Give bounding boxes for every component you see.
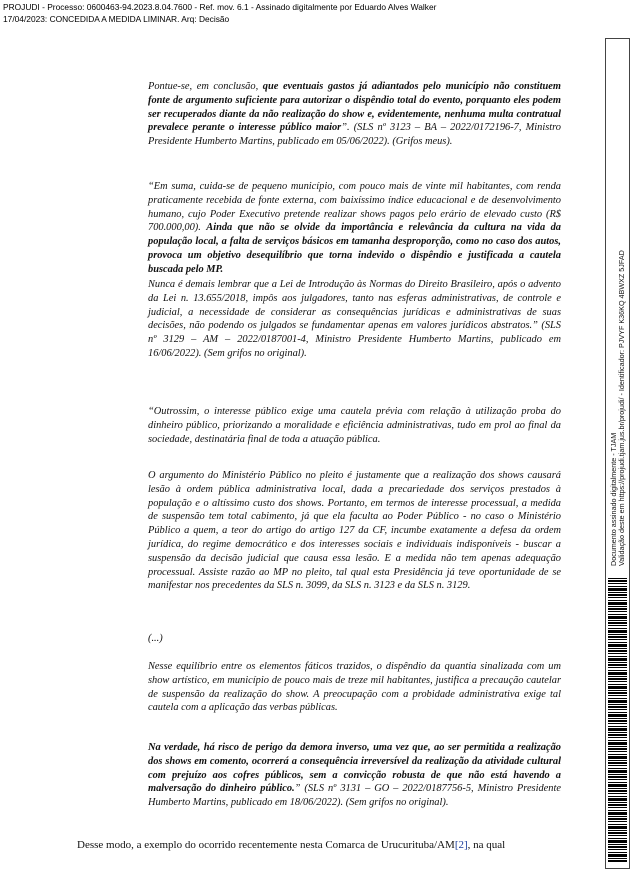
quote-1-intro: Pontue-se, em conclusão, (148, 81, 263, 92)
quote-1-bold: que eventuais gastos já adiantados pelo município não constituem fonte de argumento suficiente para autorizar o dispêndio total do evento, porquanto eles podem ser recuperados diante da não realização do show e, evidentemente, nenhuma multa contratual prevalece perante o interesse público maior (148, 81, 561, 134)
quote-paragraph-4: “Outrossim, o interesse público exige uma cautela prévia com relação à utilização proba do dinheiro público, priorizando a moralidade e eficiência administrativas, tudo em prol ao final da sociedade, destinatária final de toda a atuação pública. (148, 406, 561, 445)
body-text: Desse modo, a exemplo do ocorrido recentemente nesta Comarca de Urucurituba/AM (77, 839, 455, 851)
quote-8-bold: Na verdade, há risco de perigo da demora inverso, uma vez que, ao ser permitida a realização dos shows em comento, ocorrerá a consequência irreversível da realização da atividade cultural com prejuízo aos cofres públicos, sem a convicção robusta de que não está havendo a malversação do dinheiro público. (148, 742, 561, 795)
quote-paragraph-5: O argumento do Ministério Público no pleito é justamente que a realização dos shows causará lesão à ordem pública administrativa local, dada a precariedade dos serviços prestados à população e o altíssimo custo dos shows. Portanto, em termos de interesse processual, a medida de suspensão tem total cabimento, já que ela faculta ao Poder Público - no caso o Ministério Público a quem, a teor do artigo do artigo 127 da CF, incumbe exatamente a defesa da ordem jurídica, do regime democrático e dos interesses sociais e individuais indisponíveis - buscar a suspensão da decisão judicial que causa essa lesão. E a medida não tem apenas adequação processual. Assiste razão ao MP no pleito, tal qual esta Presidência já teve oportunidade de se manifestar nos precedentes da SLS n. 3099, da SLS n. 3123 e da SLS n. 3129. (148, 470, 561, 592)
seal-signature-text: Documento assinado digitalmente - TJAM (609, 432, 618, 566)
quote-paragraph-1 (148, 80, 561, 149)
quote-paragraph-7: Nesse equilíbrio entre os elementos fáticos trazidos, o dispêndio da quantia sinalizada com um show artístico, em município de pouco mais de treze mil habitantes, justifica a precaução cautelar de suspensão da realização do show. A preocupação com a probidade administrativa exige tal cautela com a aplicação das verbas públicas. (148, 661, 561, 714)
barcode-icon (608, 578, 627, 863)
body-paragraph (77, 838, 563, 852)
quote-paragraph-2 (148, 180, 561, 277)
quote-ellipsis: (...) (148, 633, 163, 644)
body-tail: , na qual (467, 839, 506, 851)
quote-8-citation: ” (SLS nº 3131 – GO – 2022/0187756-5, Ministro Presidente Humberto Martins, publicado em 18/06/2022). (Sem grifos no original). (148, 783, 561, 809)
footnote-link[interactable]: [2] (454, 839, 468, 851)
quote-1-citation: ”. (SLS nº 3123 – BA – 2022/0172196-7, Ministro Presidente Humberto Martins, publicado em 05/06/2022). (Grifos meus). (148, 122, 561, 148)
quote-2-text: “Em suma, cuida-se de pequeno município, com pouco mais de vinte mil habitantes, com renda praticamente recebida de fonte externa, com baixíssimo índice educacional e de desenvolvimento humano, cujo Poder Executivo pretende realizar shows pagos pelo erário de elevado custo (R$ 700.000,00). (148, 181, 561, 234)
seal-validation-text: Validação deste em https://projudi.tjam.jus.br/projudi/ - Identificador: PJVYF K36KQ 4BWXZ 5JFAD (617, 250, 626, 566)
quote-2-bold: Ainda que não se olvide da importância e relevância da cultura na vida da população local, a falta de serviços básicos em tamanha desproporção, como no caso dos autos, provoca um objetivo desequilíbrio que torna indevido o dispêndio e justificada a cautela buscada pelo MP. (148, 222, 561, 275)
header-status-line: 17/04/2023: CONCEDIDA A MEDIDA LIMINAR. Arq: Decisão (3, 14, 230, 24)
quote-paragraph-3: Nunca é demais lembrar que a Lei de Introdução às Normas do Direito Brasileiro, após o advento da Lei n. 13.655/2018, impôs aos julgadores, tanto nas esferas administrativas, de controle e judicial, a necessidade de considerar as consequências jurídicas e administrativas de suas decisões, não podendo os julgados se fundamentar apenas em valores jurídicos abstratos.” (SLS nº 3129 – AM – 2022/0187001-4, Ministro Presidente Humberto Martins, publicado em 16/06/2022). (Sem grifos no original). (148, 279, 561, 359)
header-process-line: PROJUDI - Processo: 0600463-94.2023.8.04.7600 - Ref. mov. 6.1 - Assinado digitalmente por Eduardo Alves Walker (3, 2, 437, 12)
quote-paragraph-8 (148, 741, 561, 810)
